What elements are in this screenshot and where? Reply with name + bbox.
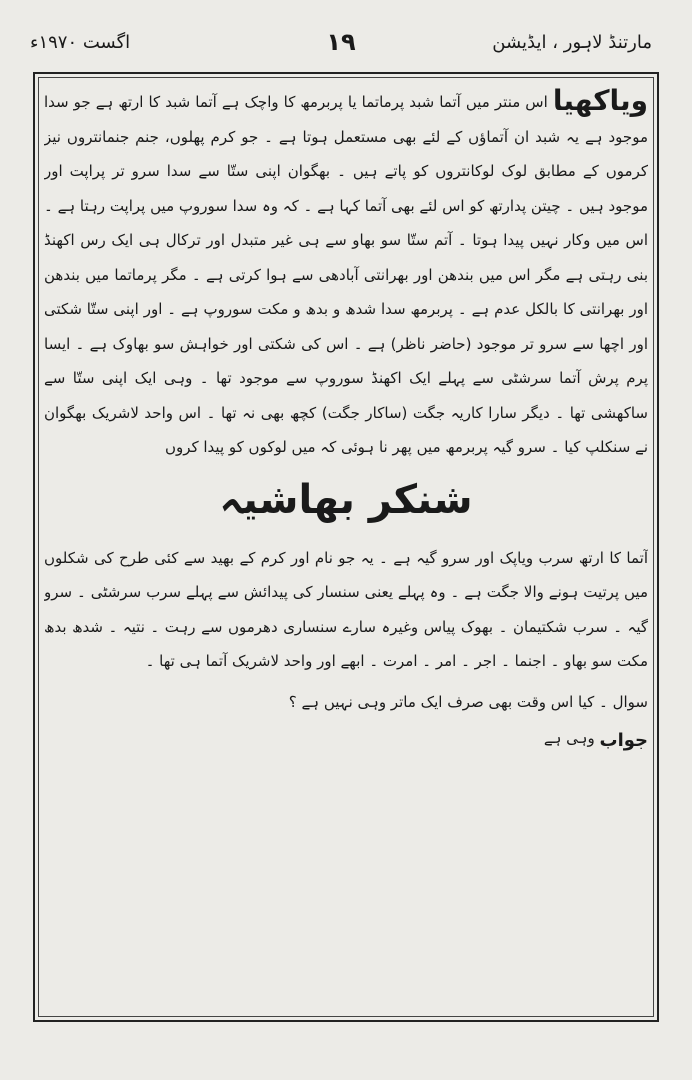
issue-date: اگست ۱۹۷۰ء [30,31,131,53]
commentary-lead-word: ویاکھیا [552,84,648,117]
commentary-text: اس منتر میں آتما شبد پرماتما یا پربرمھ کا واچک ہے آتما شبد کا ارتھ ہے جو سدا موجود ہے یہ شبد ان آتماؤں کے لئے بھی مستعمل ہوتا ہے ۔ جو کرم پھلوں، جنم جنمانتروں نیز کرموں کے مطابق لوک لوکانتروں کو پاتے ہیں ۔ بھگوان اپنی ستّا سے سدا سرو تر پراپت اور موجود ہیں ۔ چیتن پدارتھ کو اس لئے بھی آتما کہا ہے ۔ کہ وہ سدا سوروپ میں پراپت رہتا ہے ۔ اس میں وکار نہیں پیدا ہوتا ۔ آتم ستّا سو بھاو سے ہی غیر متبدل اور ترکال ہی ایک رس اکھنڈ بنی رہتی ہے مگر اس میں بندھن اور بھرانتی آبادھی سے ہوا کرتی ہے ۔ مگر پرماتما میں بندھن اور بھرانتی کا بالکل عدم ہے ۔ پربرمھ سدا شدھ و بدھ و مکت سوروپ ہے ۔ اور اپنی ستّا شکتی اور اچھا سے سرو تر موجود (حاضر ناظر) ہے ۔ اس کی شکتی اور خواہش سو بھاوک ہے ۔ ایسا پرم پرش آتما سرشٹی سے پہلے ایک اکھنڈ سوروپ سے موجود تھا ۔ وہی ایک اپنی ستّا سے ساکھشی تھا ۔ دیگر سارا کاریہ جگت (ساکار جگت) کچھ بھی نہ تھا ۔ اس واحد لاشریک بھگوان نے سنکلپ کیا ۔ سرو گیہ پربرمھ میں پھر نا ہوئی کہ میں لوکوں کو پیدا کروں [44,93,648,456]
publication-title: مارتنڈ لاہور ، ایڈیشن [492,31,652,53]
text-body [44,84,648,1014]
answer-lead-word: جواب [599,730,648,751]
page-number: ۱۹ [326,28,356,56]
shankar-bhashya-paragraph: آتما کا ارتھ سرب ویاپک اور سرو گیہ ہے ۔ یہ جو نام اور کرم کے بھید سے کئی طرح کی شکلوں میں پرتیت ہونے والا جگت ہے ۔ وہ پہلے یعنی سنسار کی پیدائش سے پہلے سرب سرشٹی ۔ سرو گیہ ۔ سرب شکتیمان ۔ بھوک پیاس وغیرہ سارے سنساری دھرموں سے رہت ۔ نتیہ ۔ شدھ بدھ مکت سو بھاو ۔ اجنما ۔ اجر ۔ امر ۔ امرت ۔ ابھے اور واحد لاشریک آتما ہی تھا ۔ [44,548,648,670]
question-line: سوال ۔ کیا اس وقت بھی صرف ایک ماتر وہی نہیں ہے ؟ [288,692,648,711]
page-header [30,22,652,62]
section-heading: شنکر بھاشیہ [219,476,473,523]
answer-text: وہی ہے [543,729,595,747]
answer-line [44,721,648,759]
commentary-paragraph [44,84,648,465]
